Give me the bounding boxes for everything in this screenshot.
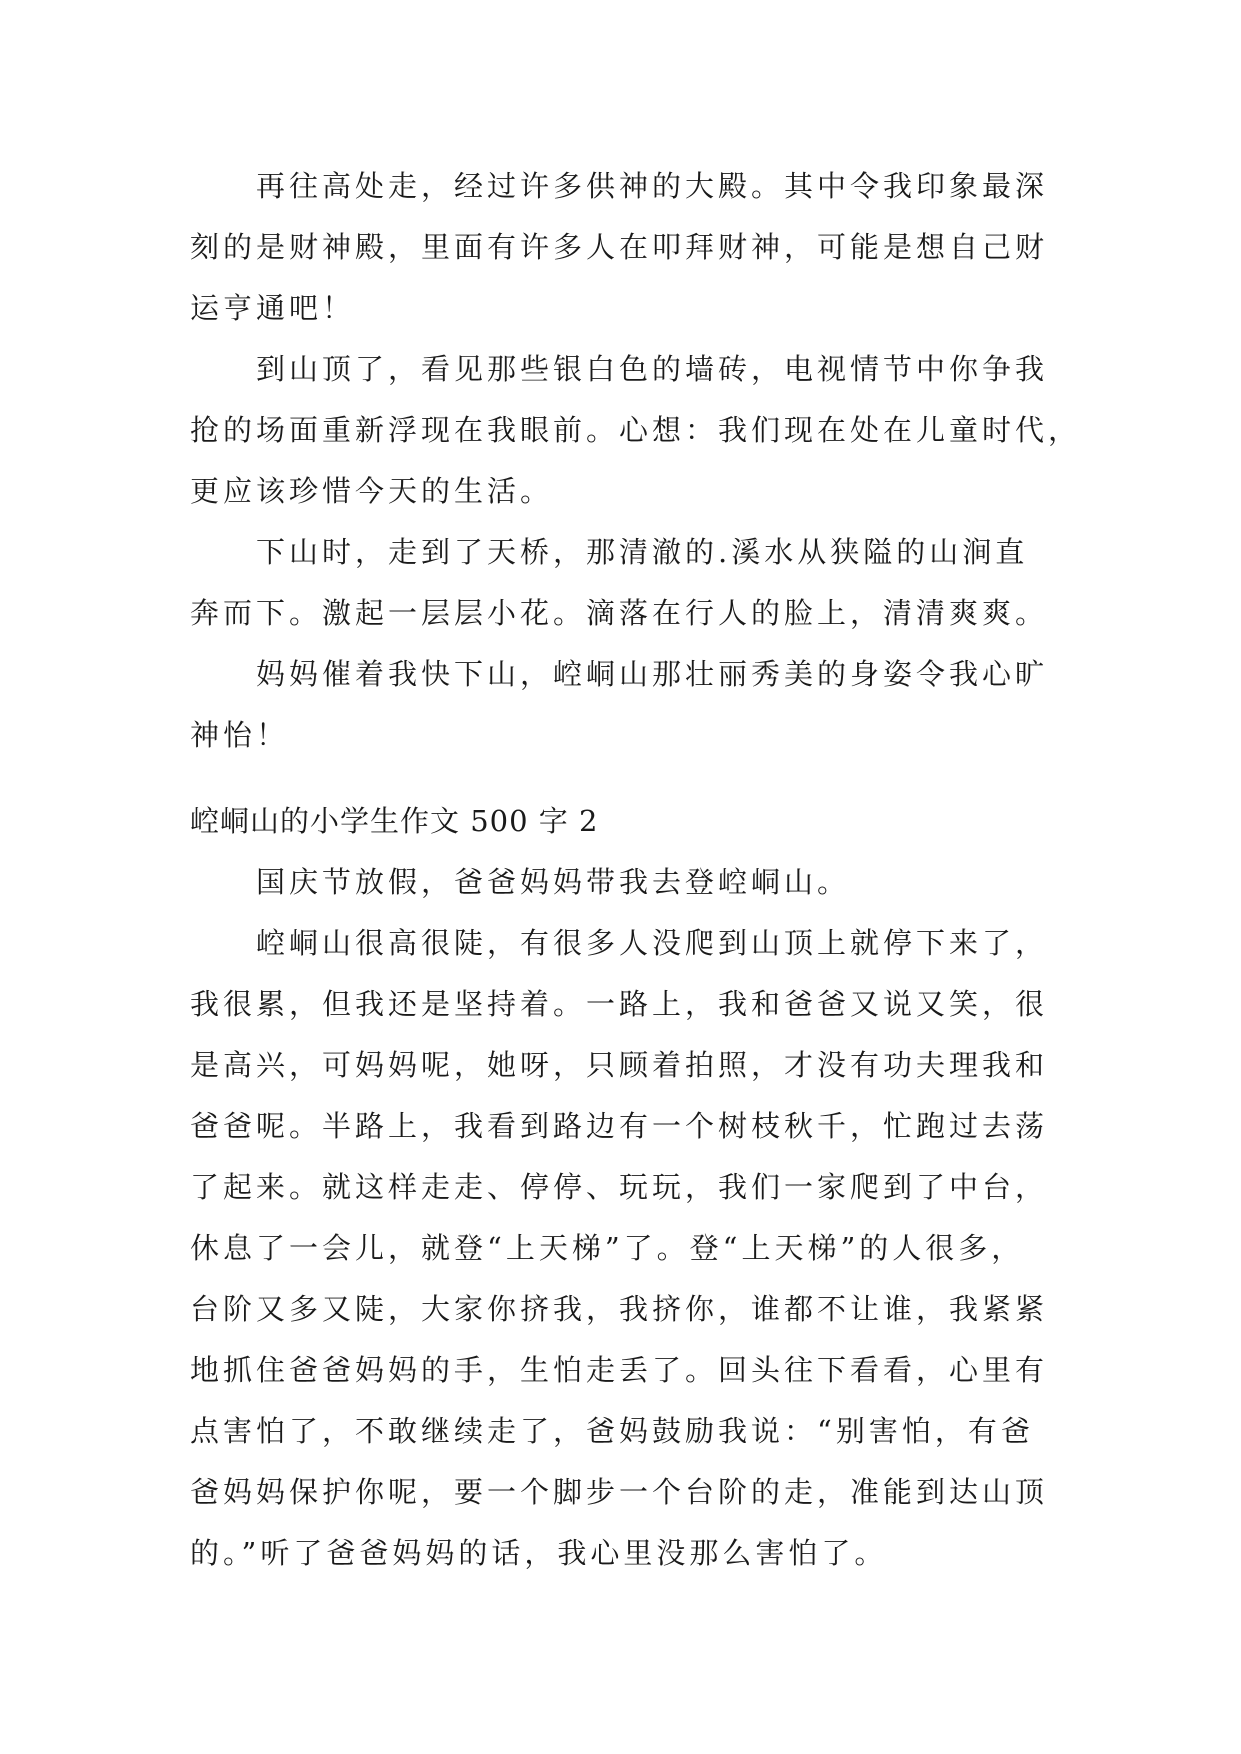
paragraph-line: 点害怕了，不敢继续走了，爸妈鼓励我说：“别害怕，有爸 [190,1414,1034,1448]
paragraph-line: 是高兴，可妈妈呢，她呀，只顾着拍照，才没有功夫理我和 [190,1048,1049,1082]
paragraph-line: 国庆节放假，爸爸妈妈带我去登崆峒山。 [256,865,851,899]
paragraph-line: 再往高处走，经过许多供神的大殿。其中令我印象最深 [256,169,1049,203]
paragraph-line: 神怡！ [190,718,290,752]
essay-heading: 崆峒山的小学生作文 500 字 2 [190,804,599,838]
paragraph-line: 爸妈妈保护你呢，要一个脚步一个台阶的走，准能到达山顶 [190,1475,1049,1509]
paragraph-line: 休息了一会儿，就登“上天梯”了。登“上天梯”的人很多， [190,1231,1025,1265]
paragraph-line: 了起来。就这样走走、停停、玩玩，我们一家爬到了中台， [190,1170,1049,1204]
essay-section-2 [190,791,1070,1584]
paragraph-line: 爸爸呢。半路上，我看到路边有一个树枝秋千，忙跑过去荡 [190,1109,1049,1143]
paragraph-line: 更应该珍惜今天的生活。 [190,474,554,508]
paragraph-line: 抢的场面重新浮现在我眼前。心想：我们现在处在儿童时代， [190,413,1082,447]
paragraph-line: 妈妈催着我快下山，崆峒山那壮丽秀美的身姿令我心旷 [256,657,1049,691]
paragraph-line: 刻的是财神殿，里面有许多人在叩拜财神，可能是想自己财 [190,230,1049,264]
paragraph-line: 的。”听了爸爸妈妈的话，我心里没那么害怕了。 [190,1536,888,1570]
paragraph-line: 台阶又多又陡，大家你挤我，我挤你，谁都不让谁，我紧紧 [190,1292,1049,1326]
paragraph-line: 下山时，走到了天桥，那清澈的.溪水从狭隘的山涧直 [256,535,1029,569]
essay-section-1 [190,156,1082,766]
paragraph-line: 到山顶了，看见那些银白色的墙砖，电视情节中你争我 [256,352,1049,386]
paragraph-line: 我很累，但我还是坚持着。一路上，我和爸爸又说又笑，很 [190,987,1049,1021]
paragraph-line: 地抓住爸爸妈妈的手，生怕走丢了。回头往下看看，心里有 [190,1353,1049,1387]
paragraph-line: 崆峒山很高很陡，有很多人没爬到山顶上就停下来了， [256,926,1049,960]
paragraph-line: 运亨通吧！ [190,291,356,325]
paragraph-line: 奔而下。激起一层层小花。滴落在行人的脸上，清清爽爽。 [190,596,1049,630]
